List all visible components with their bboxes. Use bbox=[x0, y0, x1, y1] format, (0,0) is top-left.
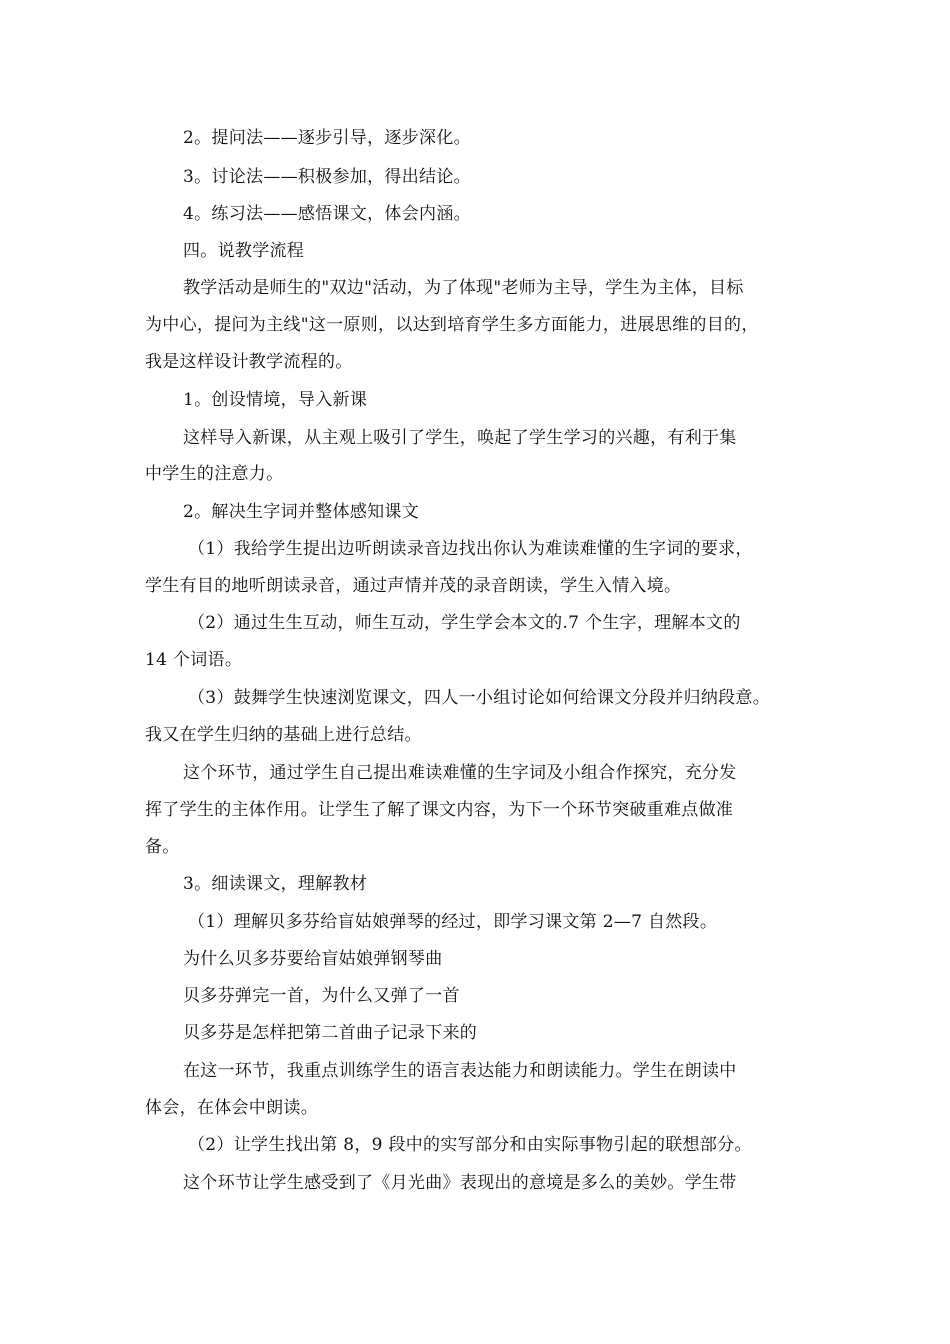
text-line: （2）通过生生互动，师生互动，学生学会本文的.7 个生字，理解本文的 bbox=[188, 613, 741, 633]
section-heading: 四。说教学流程 bbox=[183, 241, 305, 261]
text-line: 贝多芬弹完一首，为什么又弹了一首 bbox=[183, 986, 460, 1006]
text-line: （3）鼓舞学生快速浏览课文，四人一小组讨论如何给课文分段并归纳段意。 bbox=[188, 688, 771, 708]
text-line: （1）我给学生提出边听朗读录音边找出你认为难读难懂的生字词的要求， bbox=[188, 539, 753, 559]
text-line: 中学生的注意力。 bbox=[145, 464, 284, 484]
subheading: 2。解决生字词并整体感知课文 bbox=[183, 502, 420, 522]
subheading: 1。创设情境，导入新课 bbox=[183, 390, 368, 410]
text-line: 我又在学生归纳的基础上进行总结。 bbox=[145, 725, 422, 745]
text-line: 3。讨论法——积极参加，得出结论。 bbox=[183, 167, 471, 187]
text-line: 14 个词语。 bbox=[145, 650, 243, 670]
text-line: 这个环节让学生感受到了《月光曲》表现出的意境是多么的美妙。学生带 bbox=[183, 1173, 737, 1193]
text-line: 4。练习法——感悟课文，体会内涵。 bbox=[183, 204, 471, 224]
text-line: 体会，在体会中朗读。 bbox=[145, 1098, 318, 1118]
text-line: 挥了学生的主体作用。让学生了解了课文内容，为下一个环节突破重难点做准 bbox=[145, 800, 734, 820]
text-line: 这个环节，通过学生自己提出难读难懂的生字词及小组合作探究，充分发 bbox=[183, 763, 737, 783]
text-line: 在这一环节，我重点训练学生的语言表达能力和朗读能力。学生在朗读中 bbox=[183, 1061, 737, 1081]
text-line: 我是这样设计教学流程的。 bbox=[145, 352, 353, 372]
text-line: 2。提问法——逐步引导，逐步深化。 bbox=[183, 128, 471, 148]
text-line: （2）让学生找出第 8，9 段中的实写部分和由实际事物引起的联想部分。 bbox=[188, 1135, 752, 1155]
text-line: （1）理解贝多芬给盲姑娘弹琴的经过，即学习课文第 2—7 自然段。 bbox=[188, 912, 718, 932]
text-line: 教学活动是师生的"双边"活动，为了体现"老师为主导，学生为主体，目标 bbox=[183, 278, 744, 298]
text-line: 为什么贝多芬要给盲姑娘弹钢琴曲 bbox=[183, 949, 443, 969]
text-line: 学生有目的地听朗读录音，通过声情并茂的录音朗读，学生入情入境。 bbox=[145, 576, 682, 596]
text-line: 贝多芬是怎样把第二首曲子记录下来的 bbox=[183, 1023, 478, 1043]
text-line: 为中心，提问为主线"这一原则，以达到培育学生多方面能力，进展思维的目的， bbox=[145, 315, 759, 335]
text-line: 备。 bbox=[145, 837, 180, 857]
text-line: 这样导入新课，从主观上吸引了学生，唤起了学生学习的兴趣，有利于集 bbox=[183, 428, 737, 448]
subheading: 3。细读课文，理解教材 bbox=[183, 874, 368, 894]
